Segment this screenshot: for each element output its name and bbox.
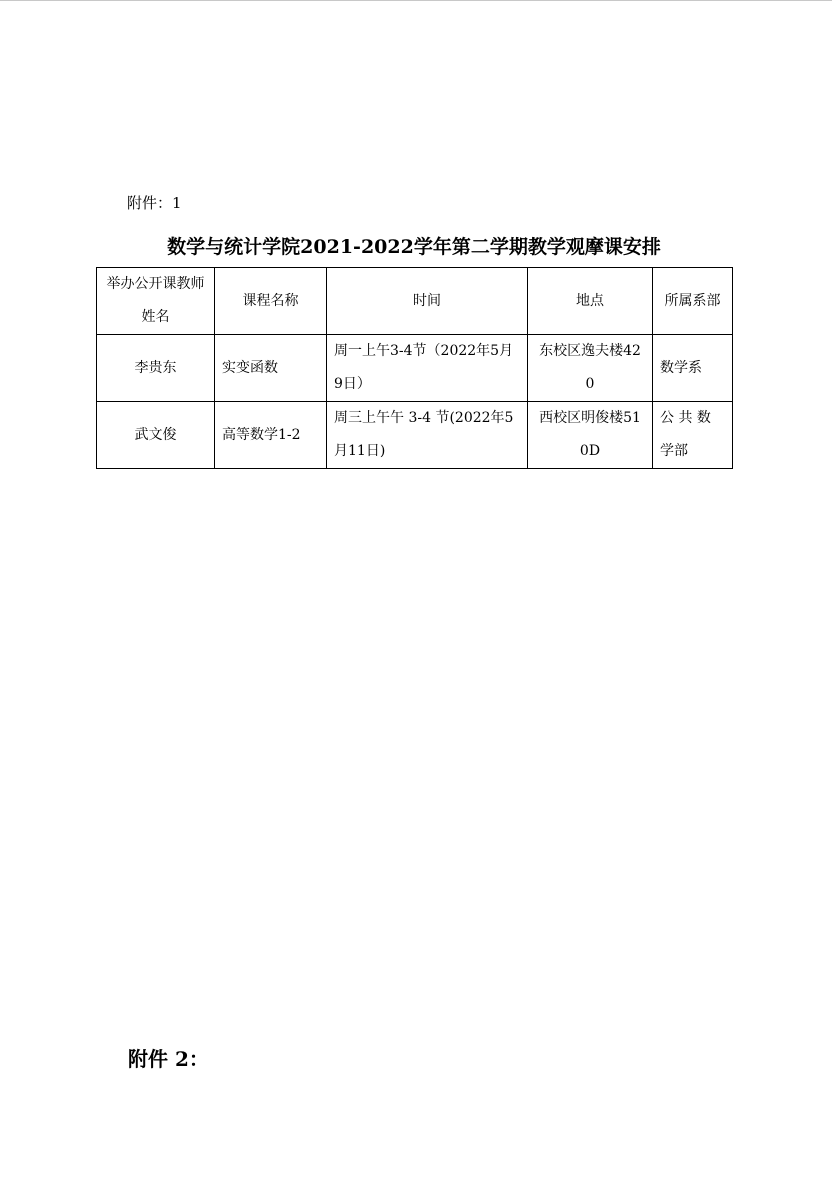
table-row	[97, 335, 733, 402]
header-teacher: 举办公开课教师姓名	[97, 268, 215, 335]
header-course: 课程名称	[215, 268, 327, 335]
cell-course: 高等数学1-2	[215, 402, 327, 469]
cell-location: 西校区明俊楼510D	[528, 402, 653, 469]
attachment-2-label: 附件 2：	[128, 1047, 209, 1071]
document-title: 数学与统计学院2021-2022学年第二学期教学观摩课安排	[167, 236, 661, 258]
cell-location: 东校区逸夫楼420	[528, 335, 653, 402]
cell-course: 实变函数	[215, 335, 327, 402]
header-department: 所属系部	[653, 268, 733, 335]
cell-teacher: 李贵东	[97, 335, 215, 402]
schedule-table	[96, 267, 733, 469]
header-time: 时间	[327, 268, 528, 335]
cell-time: 周一上午3-4节（2022年5月9日）	[327, 335, 528, 402]
table-row	[97, 402, 733, 469]
attachment-1-label: 附件：1	[127, 194, 182, 212]
page-top-border	[0, 0, 832, 1]
header-location: 地点	[528, 268, 653, 335]
cell-department: 公 共 数 学部	[653, 402, 733, 469]
table-header-row	[97, 268, 733, 335]
cell-department: 数学系	[653, 335, 733, 402]
cell-teacher: 武文俊	[97, 402, 215, 469]
cell-time: 周三上午午 3-4 节(2022年5月11日)	[327, 402, 528, 469]
